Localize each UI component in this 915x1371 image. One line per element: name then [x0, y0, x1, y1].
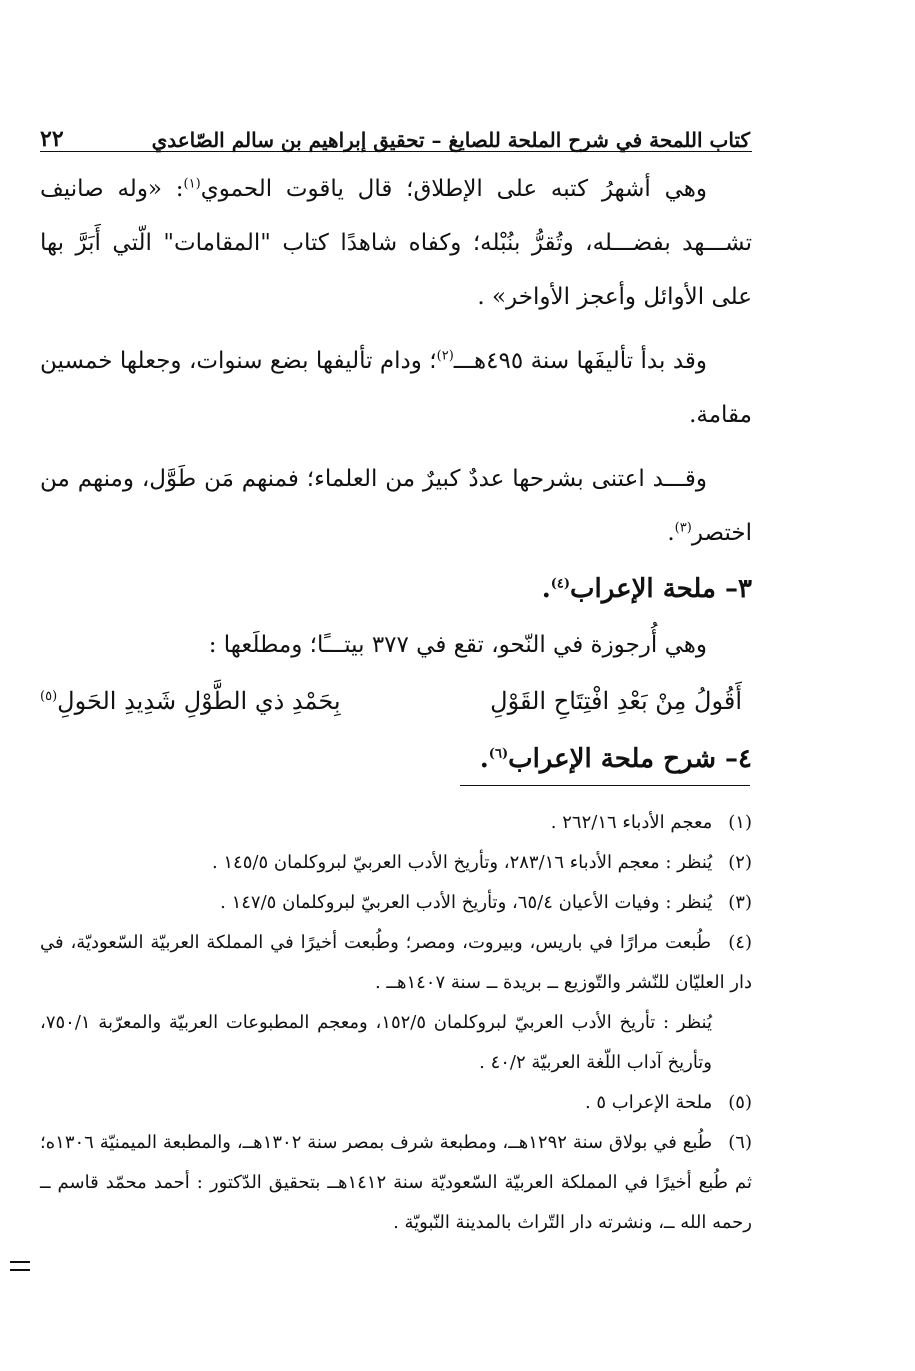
running-header [40, 112, 750, 152]
paragraph-2-text: وقد بدأ تأليفَها سنة ٤٩٥هـــ [453, 348, 707, 374]
paragraph-2-tail: ؛ ودام تأليفها بضع سنوات، وجعلها خمسين مقامة. [40, 348, 752, 428]
footnote-4-continuation [40, 1003, 752, 1083]
footnote-separator [460, 785, 750, 786]
paragraph-1-tail: : «وله صانيف تشـــهد بفضـــله، وتُقرُّ بنُبْله؛ وكفاه شاهدًا كتاب "المقامات" الّتي أَبَرَّ بها على الأوائل وأعجز الأواخر» . [40, 176, 752, 310]
verse-line [40, 672, 742, 730]
footnote-text: معجم الأدباء ٢٦٢/١٦ . [550, 812, 713, 833]
footnote-text: طُبعت مرارًا في باريس، وبيروت، ومصر؛ وطُبعت أخيرًا في المملكة العربيّة السّعوديّة، في دار العليّان للنّشر والتّوزيع ــ بريدة ــ سنة ١٤٠٧هــ . [40, 932, 752, 993]
footnote-text: ملحة الإعراب ٥ . [584, 1092, 713, 1113]
footnote-label: (٦) [728, 1132, 752, 1153]
footnote-ref-6: (٦) [488, 746, 509, 762]
paragraph-3 [40, 452, 752, 560]
section-heading-4-tail: . [479, 744, 489, 774]
header-title: كتاب اللمحة في شرح الملحة للصايغ – تحقيق إبراهيم بن سالم الصّاعدي [151, 128, 750, 152]
header-rule [40, 151, 752, 152]
footnotes [40, 803, 752, 1243]
page-number: ٢٢ [40, 126, 64, 152]
footnote-label: (٥) [728, 1092, 752, 1113]
verse-second-hemistich [40, 672, 341, 730]
footnote-4 [40, 923, 752, 1003]
section-heading-3-tail: . [541, 574, 551, 604]
paragraph-1-text: وهي أشهرُ كتبه على الإطلاق؛ قال ياقوت الحموي [200, 176, 708, 202]
paragraph-3-tail: . [667, 520, 675, 546]
paragraph-4 [40, 618, 752, 672]
section-heading-4-text: ٤– شرح ملحة الإعراب [508, 744, 752, 774]
main-text [40, 162, 752, 788]
footnote-ref-2: (٢) [436, 348, 454, 364]
section-heading-3 [40, 560, 752, 618]
section-heading-3-text: ٣– ملحة الإعراب [570, 574, 752, 604]
paragraph-2 [40, 334, 752, 442]
paragraph-3-text: وقـــد اعتنى بشرحها عددٌ كبيرٌ من العلماء؛ فمنهم مَن طَوَّل، ومنهم من اختصر [40, 466, 752, 546]
footnote-ref-4: (٤) [550, 576, 571, 592]
verse-second-text: بِحَمْدِ ذي الطَّوْلِ شَدِيدِ الحَولِ [57, 687, 341, 715]
footnote-ref-1: (١) [183, 176, 201, 192]
footnote-text: طُبع في بولاق سنة ١٢٩٢هــ، ومطبعة شرف بمصر سنة ١٣٠٢هــ، والمطبعة الميمنيّة ١٣٠٦ه؛ ثم طُبع أخيرًا في المملكة العربيّة السّعوديّة سنة ١٤١٢هــ بتحقيق الدّكتور : أحمد محمّد قاسم ــ رحمه الله ــ، ونشرته دار التّراث بالمدينة النّبويّة . [40, 1132, 752, 1233]
footnote-3 [40, 883, 752, 923]
footnote-5 [40, 1083, 752, 1123]
footnote-text: يُنظر : تأريخ الأدب العربيّ لبروكلمان ١٥٢/٥، ومعجم المطبوعات العربيّة والمعرّبة ٧٥٠/١، وتأريخ آداب اللّغة العربيّة ٤٠/٢ . [40, 1012, 712, 1073]
footnote-ref-5: (٥) [40, 689, 58, 704]
paragraph-4-text: وهي أُرجوزة في النّحو، تقع في ٣٧٧ بيتـــًا؛ ومطلَعها : [208, 632, 707, 658]
paragraph-1 [40, 162, 752, 324]
section-heading-4 [40, 730, 752, 788]
footnote-label: (٣) [728, 892, 752, 913]
footnote-ref-3: (٣) [674, 520, 692, 536]
footnote-text: يُنظر : معجم الأدباء ٢٨٣/١٦، وتأريخ الأدب العربيّ لبروكلمان ١٤٥/٥ . [211, 852, 713, 873]
footnote-2 [40, 843, 752, 883]
footnote-text: يُنظر : وفيات الأعيان ٦٥/٤، وتأريخ الأدب العربيّ لبروكلمان ١٤٧/٥ . [220, 892, 713, 913]
footnote-label: (٤) [728, 932, 752, 953]
footnote-1 [40, 803, 752, 843]
footnote-6 [40, 1123, 752, 1243]
footnote-label: (٢) [728, 852, 752, 873]
margin-mark [10, 1261, 30, 1271]
verse-first-hemistich: أَقُولُ مِنْ بَعْدِ افْتِتَاحِ القَوْلِ [490, 687, 742, 715]
footnote-label: (١) [728, 812, 752, 833]
